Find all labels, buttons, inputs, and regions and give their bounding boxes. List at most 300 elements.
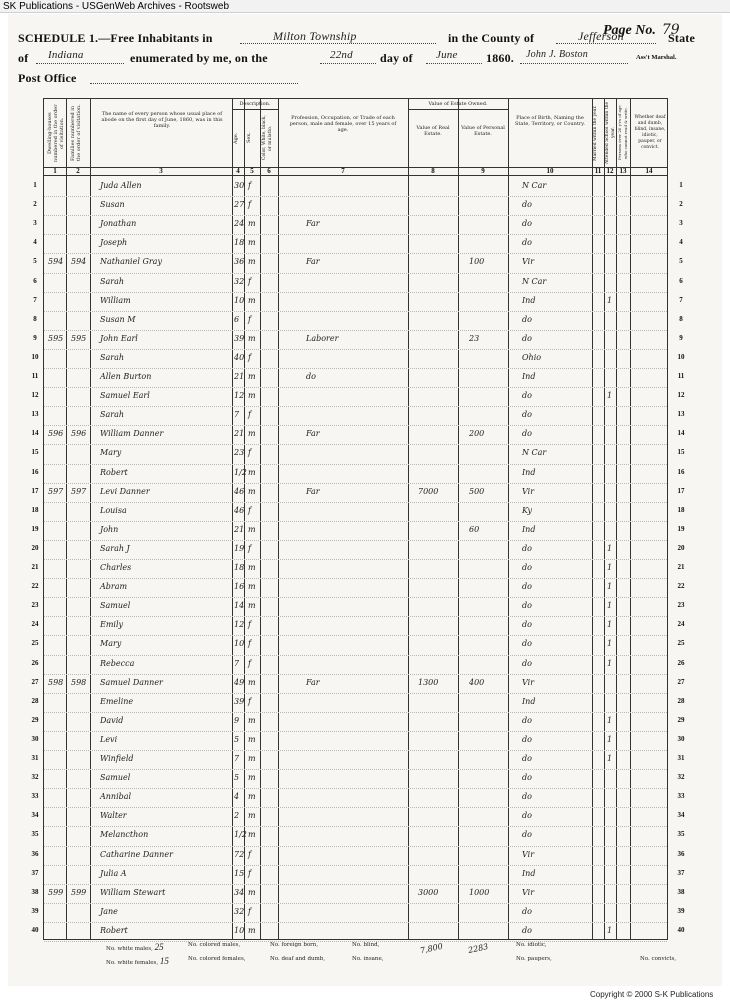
column-number: 8: [431, 167, 435, 175]
row-number: 22: [677, 582, 685, 591]
cell-sex: m: [248, 830, 256, 840]
col-divider: [458, 99, 459, 939]
header-of-label: of: [18, 51, 29, 65]
cell-age: 10: [234, 639, 245, 649]
cell-f: 594: [71, 257, 87, 267]
row-number: 37: [677, 868, 685, 877]
table-row: [44, 464, 667, 465]
column-number: 13: [619, 167, 627, 175]
cell-age: 21: [234, 372, 245, 381]
cell-birth: do: [522, 200, 532, 210]
marshal-value: John J. Boston: [526, 49, 588, 60]
cell-birth: do: [522, 543, 532, 553]
column-number: 9: [481, 167, 485, 175]
cell-birth: do: [522, 582, 532, 592]
cell-birth: Vir: [522, 486, 535, 496]
cell-re: 1300: [418, 677, 439, 687]
cell-birth: Vir: [522, 257, 535, 267]
cell-d: 596: [48, 429, 64, 439]
cell-birth: do: [522, 792, 532, 802]
table-row: [44, 540, 667, 541]
table-row: [44, 769, 667, 770]
row-number: 37: [31, 868, 39, 877]
table-row: [44, 922, 667, 923]
cell-pe: 23: [469, 333, 480, 343]
cell-sex: m: [248, 563, 256, 572]
estate-divider: [408, 109, 508, 110]
cell-pe: 200: [469, 429, 485, 439]
cell-age: 5: [234, 773, 240, 783]
table-row: [44, 521, 667, 522]
census-table: [43, 98, 668, 940]
column-number: 10: [546, 167, 554, 175]
header-bottom-line: [44, 167, 667, 168]
cell-age: 7: [234, 754, 240, 763]
table-row: [44, 865, 667, 866]
cell-name: Melancthon: [100, 830, 149, 840]
table-row: [44, 846, 667, 847]
cell-birth: do: [522, 314, 532, 324]
cell-age: 36: [234, 257, 245, 267]
cell-birth: do: [522, 830, 532, 840]
row-number: 13: [677, 410, 685, 419]
cell-name: Samuel Danner: [100, 677, 163, 687]
row-number: 33: [677, 792, 685, 801]
cell-name: Susan: [100, 200, 125, 210]
row-number: 32: [31, 773, 39, 782]
row-number: 8: [679, 314, 683, 323]
column-number: 2: [76, 167, 80, 175]
cell-age: 39: [234, 333, 245, 343]
table-row: [44, 559, 667, 560]
page-number-label: Page No.: [603, 23, 656, 38]
row-number: 1: [33, 181, 37, 189]
cell-sex: m: [248, 754, 256, 763]
row-number: 28: [677, 696, 685, 705]
cell-sex: f: [248, 314, 251, 324]
cell-s: 1: [607, 620, 613, 630]
cell-pe: 1000: [469, 887, 490, 897]
footer-foreign-born: No. foreign born,: [270, 942, 319, 948]
row-number: 23: [31, 601, 39, 610]
cell-sex: f: [248, 696, 251, 706]
header-marshal-label: Ass't Marshal.: [636, 54, 677, 61]
row-number: 4: [33, 238, 37, 247]
cell-age: 24: [234, 219, 245, 229]
cell-pe: 60: [469, 524, 480, 534]
column-number: 11: [594, 167, 602, 175]
cell-sex: f: [248, 543, 251, 553]
row-number: 27: [31, 677, 39, 686]
row-number: 3: [679, 219, 683, 228]
census-sheet: [8, 14, 722, 986]
cell-sex: m: [248, 524, 256, 534]
cell-s: 1: [607, 754, 613, 763]
footer-white-males: No. white males, 25: [106, 942, 164, 952]
cell-birth: Ind: [522, 868, 536, 878]
table-row: [44, 597, 667, 598]
col-divider: [232, 99, 233, 939]
cell-name: Emeline: [100, 696, 134, 706]
footer-paupers: No. paupers,: [516, 956, 552, 962]
cell-sex: m: [248, 333, 256, 343]
cell-name: Nathaniel Gray: [100, 257, 162, 267]
header-post-office-label: Post Office: [18, 71, 77, 85]
col-divider: [260, 99, 261, 939]
cell-age: 46: [234, 505, 245, 515]
column-number: 12: [606, 167, 614, 175]
cell-age: 21: [234, 524, 245, 534]
cell-name: Abram: [100, 582, 128, 592]
row-number: 17: [31, 486, 39, 495]
column-number: 6: [267, 167, 271, 175]
row-number: 33: [31, 792, 39, 801]
table-row: [44, 807, 667, 808]
cell-sex: m: [248, 792, 256, 802]
state-value: Indiana: [48, 49, 84, 61]
table-row: [44, 215, 667, 216]
cell-occ: Laborer: [306, 333, 339, 343]
footer-deaf-dumb: No. deaf and dumb,: [270, 956, 325, 962]
col7-header: Profession, Occupation, or Trade of each person, male and female, over 15 years of age.: [289, 115, 397, 133]
cell-d: 599: [48, 887, 64, 897]
cell-sex: m: [248, 582, 256, 592]
cell-sex: f: [248, 658, 251, 668]
estate-header: Value of Estate Owned.: [428, 101, 488, 107]
col11-header: Married within the year.: [593, 105, 598, 161]
table-row: [44, 903, 667, 904]
table-row: [44, 349, 667, 350]
cell-name: William: [100, 295, 131, 305]
row-number: 25: [31, 639, 39, 648]
row-number: 34: [677, 811, 685, 820]
row-number: 17: [677, 486, 685, 495]
cell-age: 32: [234, 276, 245, 286]
cell-name: Jane: [100, 906, 118, 916]
row-number: 35: [31, 830, 39, 839]
column-number: 7: [341, 167, 345, 175]
cell-birth: Ind: [522, 372, 536, 381]
table-row: [44, 387, 667, 388]
cell-age: 14: [234, 601, 245, 611]
table-row: [44, 826, 667, 827]
cell-name: Juda Allen: [100, 181, 142, 190]
cell-name: Winfield: [100, 754, 134, 763]
cell-birth: do: [522, 601, 532, 611]
row-number: 32: [677, 773, 685, 782]
cell-s: 1: [607, 543, 613, 553]
col12-header: Attended School within the year.: [605, 101, 616, 165]
row-number: 16: [31, 467, 39, 476]
row-number: 5: [679, 257, 683, 266]
cell-re: 3000: [418, 887, 439, 897]
row-number: 13: [31, 410, 39, 419]
cell-sex: m: [248, 773, 256, 783]
cell-s: 1: [607, 295, 613, 305]
cell-s: 1: [607, 582, 613, 592]
cell-s: 1: [607, 639, 613, 649]
cell-birth: do: [522, 410, 532, 420]
cell-age: 1/2: [234, 467, 247, 477]
row-number: 9: [679, 333, 683, 342]
header-year: 1860.: [486, 51, 514, 65]
row-number: 6: [33, 276, 37, 285]
cell-f: 598: [71, 677, 87, 687]
col-divider: [630, 99, 631, 939]
row-number: 15: [31, 448, 39, 457]
cell-birth: do: [522, 925, 532, 935]
cell-age: 23: [234, 448, 245, 458]
cell-birth: Vir: [522, 677, 535, 687]
cell-birth: Ind: [522, 295, 536, 305]
cell-name: Charles: [100, 563, 132, 572]
column-number: 4: [236, 167, 240, 175]
table-row: [44, 788, 667, 789]
row-number: 23: [677, 601, 685, 610]
township-value: Milton Township: [273, 29, 357, 43]
cell-sex: f: [248, 868, 251, 878]
cell-birth: N Car: [522, 448, 547, 458]
cell-name: Samuel: [100, 773, 131, 783]
cell-age: 1/2: [234, 830, 247, 840]
row-number: 39: [677, 906, 685, 915]
footer-insane: No. insane,: [352, 956, 384, 962]
cell-age: 15: [234, 868, 245, 878]
col3-header: The name of every person whose usual place of abode on the first day of June, 1860, was in this family.: [101, 111, 223, 129]
table-row: [44, 731, 667, 732]
cell-birth: do: [522, 563, 532, 572]
cell-sex: m: [248, 219, 256, 229]
row-number: 30: [677, 734, 685, 743]
col-divider: [592, 99, 593, 939]
cell-pe: 500: [469, 486, 485, 496]
cell-name: Rebecca: [100, 658, 135, 668]
cell-age: 16: [234, 582, 245, 592]
cell-birth: Ind: [522, 696, 536, 706]
cell-sex: f: [248, 906, 251, 916]
header-schedule-label: SCHEDULE 1.—Free Inhabitants in: [18, 31, 213, 45]
cell-birth: Ind: [522, 524, 536, 534]
cell-sex: f: [248, 620, 251, 630]
cell-sex: m: [248, 677, 256, 687]
col-divider: [408, 99, 409, 939]
cell-age: 30: [234, 181, 245, 190]
cell-birth: N Car: [522, 276, 547, 286]
row-number: 21: [31, 563, 39, 571]
cell-name: Walter: [100, 811, 127, 821]
row-number: 5: [33, 257, 37, 266]
cell-name: Sarah: [100, 410, 124, 420]
row-number: 26: [677, 658, 685, 667]
cell-birth: do: [522, 715, 532, 725]
col6-header: Color, White, black, or mulatto.: [262, 115, 273, 161]
row-number: 3: [33, 219, 37, 228]
cell-sex: m: [248, 811, 256, 821]
table-row: [44, 655, 667, 656]
cell-d: 597: [48, 486, 64, 496]
cell-age: 10: [234, 295, 245, 305]
table-row: [44, 674, 667, 675]
row-number: 7: [33, 295, 37, 304]
table-row: [44, 234, 667, 235]
row-number: 18: [31, 505, 39, 514]
cell-s: 1: [607, 563, 613, 572]
cell-birth: do: [522, 754, 532, 763]
cell-birth: do: [522, 219, 532, 229]
post-office-field: [90, 71, 298, 84]
cell-name: Catharine Danner: [100, 849, 173, 859]
cell-sex: f: [248, 200, 251, 210]
table-row: [44, 196, 667, 197]
cell-birth: Vir: [522, 849, 535, 859]
cell-age: 9: [234, 715, 240, 725]
cell-name: Louisa: [100, 505, 127, 515]
footer-idiotic: No. idiotic,: [516, 942, 547, 948]
row-number: 19: [677, 524, 685, 533]
col-divider: [90, 99, 91, 939]
cell-sex: m: [248, 715, 256, 725]
footer-total-real-estate: 7,800: [419, 941, 444, 956]
table-row: [44, 635, 667, 636]
col1-header: Dwelling-houses numbered in the order of visitation.: [47, 104, 65, 162]
row-number: 31: [677, 754, 685, 762]
cell-age: 46: [234, 486, 245, 496]
cell-birth: do: [522, 639, 532, 649]
cell-birth: Ky: [522, 505, 532, 515]
row-number: 4: [679, 238, 683, 247]
table-row: [44, 311, 667, 312]
table-row: [44, 368, 667, 369]
cell-s: 1: [607, 658, 613, 668]
table-row: [44, 712, 667, 713]
column-number: 5: [250, 167, 254, 175]
row-number: 15: [677, 448, 685, 457]
col2-header: Families numbered in the order of visitation.: [70, 104, 82, 162]
col-number-line: [44, 175, 667, 176]
cell-name: John: [100, 524, 119, 534]
cell-age: 19: [234, 543, 245, 553]
row-number: 38: [677, 887, 685, 896]
col-divider: [508, 99, 509, 939]
cell-s: 1: [607, 925, 613, 935]
col9-header: Value of Personal Estate.: [461, 125, 505, 137]
row-number: 14: [677, 429, 685, 438]
cell-sex: m: [248, 391, 256, 401]
row-number: 29: [677, 715, 685, 724]
row-number: 27: [677, 677, 685, 686]
footer-colored-males: No. colored males,: [188, 942, 241, 948]
cell-name: Robert: [100, 467, 128, 477]
row-number: 28: [31, 696, 39, 705]
cell-age: 40: [234, 352, 245, 362]
cell-sex: f: [248, 410, 251, 420]
header-dayof-label: day of: [380, 51, 413, 65]
footer-blind: No. blind,: [352, 942, 380, 948]
cell-birth: N Car: [522, 181, 547, 190]
header-state-label: State: [668, 31, 695, 45]
column-number: 14: [645, 167, 653, 175]
cell-s: 1: [607, 391, 613, 401]
cell-name: Joseph: [100, 238, 128, 248]
cell-name: Robert: [100, 925, 128, 935]
cell-f: 599: [71, 887, 87, 897]
cell-f: 595: [71, 333, 87, 343]
cell-sex: m: [248, 467, 256, 477]
cell-sex: m: [248, 887, 256, 897]
row-number: 20: [677, 543, 685, 552]
cell-birth: do: [522, 734, 532, 744]
table-row: [44, 578, 667, 579]
row-number: 40: [31, 925, 39, 934]
cell-d: 598: [48, 677, 64, 687]
cell-sex: m: [248, 238, 256, 248]
row-number: 11: [677, 372, 685, 380]
cell-age: 7: [234, 410, 240, 420]
row-number: 21: [677, 563, 685, 571]
footer-colored-females: No. colored females,: [188, 956, 246, 962]
row-number: 36: [677, 849, 685, 858]
cell-name: Levi Danner: [100, 486, 150, 496]
row-number: 25: [677, 639, 685, 648]
col13-header: Persons over 20 y'rs of age who cannot read & write.: [617, 105, 628, 161]
table-row: [44, 693, 667, 694]
table-row: [44, 273, 667, 274]
cell-sex: m: [248, 295, 256, 305]
col-divider: [604, 99, 605, 939]
cell-occ: do: [306, 372, 316, 381]
col8-header: Value of Real Estate.: [416, 125, 450, 137]
cell-name: David: [100, 715, 124, 725]
row-number: 29: [31, 715, 39, 724]
cell-d: 594: [48, 257, 64, 267]
cell-name: Emily: [100, 620, 124, 630]
cell-name: Annibal: [100, 792, 132, 802]
cell-name: Samuel: [100, 601, 131, 611]
row-number: 24: [31, 620, 39, 629]
cell-name: William Danner: [100, 429, 164, 439]
cell-age: 21: [234, 429, 245, 439]
cell-age: 7: [234, 658, 240, 668]
cell-occ: Far: [306, 257, 320, 267]
cell-name: Samuel Earl: [100, 391, 150, 401]
col4-header: Age.: [233, 132, 239, 144]
row-number: 6: [679, 276, 683, 285]
row-number: 2: [33, 200, 37, 209]
column-number: 1: [53, 167, 57, 175]
cell-age: 32: [234, 906, 245, 916]
footer-total-personal-estate: 2283: [467, 941, 490, 956]
cell-sex: f: [248, 352, 251, 362]
cell-sex: m: [248, 601, 256, 611]
cell-sex: m: [248, 372, 256, 381]
col10-header: Place of Birth, Naming the State, Territory, or Country.: [514, 115, 585, 127]
window-title: SK Publications - USGenWeb Archives - Rootsweb: [0, 0, 730, 13]
day-value: 22nd: [330, 49, 353, 61]
cell-name: Jonathan: [100, 219, 137, 229]
row-number: 12: [31, 391, 39, 400]
cell-age: 6: [234, 314, 240, 324]
cell-name: Levi: [100, 734, 118, 744]
cell-sex: m: [248, 486, 256, 496]
cell-age: 34: [234, 887, 245, 897]
row-number: 16: [677, 467, 685, 476]
table-row: [44, 425, 667, 426]
cell-sex: f: [248, 639, 251, 649]
month-value: June: [436, 49, 458, 61]
cell-s: 1: [607, 734, 613, 744]
col-divider: [616, 99, 617, 939]
cell-name: Sarah J: [100, 543, 130, 553]
